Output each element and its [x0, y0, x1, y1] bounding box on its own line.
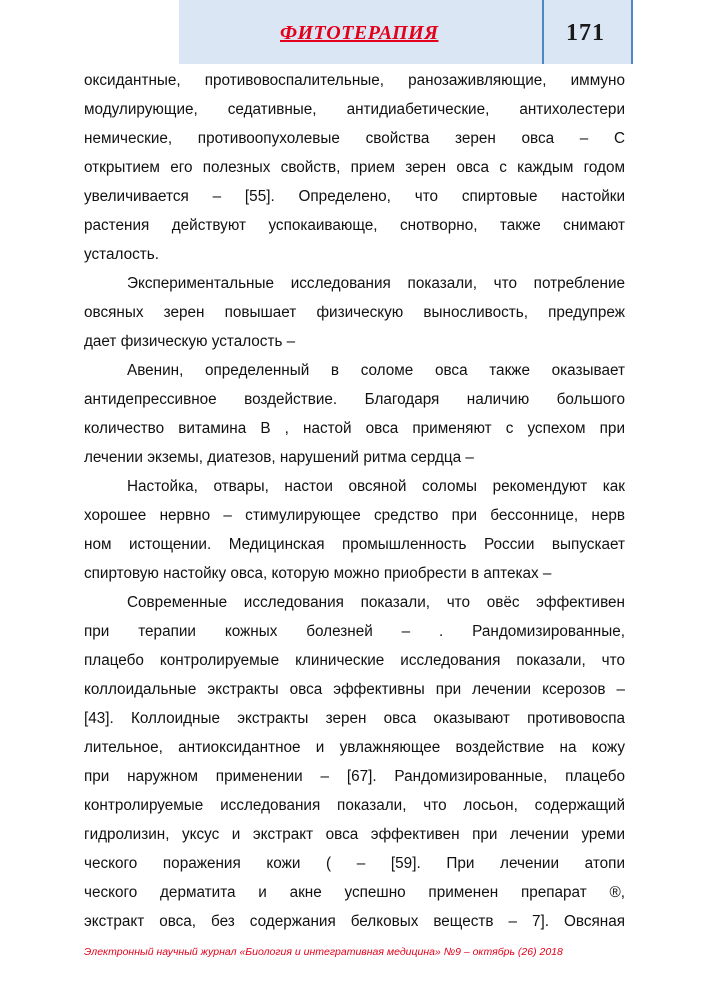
header-divider — [542, 0, 544, 64]
body-line: экстракт овса, без содержания белковых веществ – 7]. Овсяная — [84, 913, 625, 930]
body-line: ческого дерматита и акне успешно применен препарат ®, — [84, 884, 625, 901]
body-line: ческого поражения кожи ( – [59]. При лечении атопи — [84, 855, 625, 872]
body-line: лительное, антиоксидантное и увлажняющее воздействие на кожу — [84, 739, 625, 756]
body-line: при наружном применении – [67]. Рандомизированные, плацебо — [84, 768, 625, 785]
body-line: [43]. Коллоидные экстракты зерен овса оказывают противовоспа — [84, 710, 625, 727]
body-line: антидепрессивное воздействие. Благодаря наличию большого — [84, 391, 625, 408]
article-body — [84, 66, 625, 936]
body-line: открытием его полезных свойств, прием зерен овса с каждым годом — [84, 159, 625, 176]
journal-footer: Электронный научный журнал «Биология и интегративная медицина» №9 – октябрь (26) 2018 — [84, 946, 563, 958]
body-line: модулирующие, седативные, антидиабетические, антихолестери — [84, 101, 625, 118]
paragraph-first-line: Современные исследования показали, что овёс эффективен — [127, 594, 625, 611]
body-line: растения действуют успокаивающе, снотворно, также снимают — [84, 217, 625, 234]
body-line: коллоидальные экстракты овса эффективны при лечении ксерозов – — [84, 681, 625, 698]
page-number: 171 — [566, 20, 605, 46]
body-line: лечении экземы, диатезов, нарушений ритма сердца – — [84, 449, 474, 466]
body-line: немические, противоопухолевые свойства зерен овса – С — [84, 130, 625, 147]
header-right-rule — [631, 0, 633, 64]
body-line: дает физическую усталость – — [84, 333, 296, 350]
paragraph-first-line: Авенин, определенный в соломе овса также оказывает — [127, 362, 625, 379]
body-line: плацебо контролируемые клинические исследования показали, что — [84, 652, 625, 669]
body-line: количество витамина В , настой овса применяют с успехом при — [84, 420, 625, 437]
paragraph-first-line: Экспериментальные исследования показали, что потребление — [127, 275, 625, 292]
body-line: овсяных зерен повышает физическую выносливость, предупреж — [84, 304, 625, 321]
paragraph-first-line: Настойка, отвары, настои овсяной соломы рекомендуют как — [127, 478, 625, 495]
body-line: ном истощении. Медицинская промышленность России выпускает — [84, 536, 625, 553]
body-line: оксидантные, противовоспалительные, ранозаживляющие, иммуно — [84, 72, 625, 89]
body-line: контролируемые исследования показали, что лосьон, содержащий — [84, 797, 625, 814]
body-line: хорошее нервно – стимулирующее средство при бессоннице, нерв — [84, 507, 625, 524]
body-line: спиртовую настойку овса, которую можно приобрести в аптеках – — [84, 565, 552, 582]
body-line: при терапии кожных болезней – . Рандомизированные, — [84, 623, 625, 640]
body-line: усталость. — [84, 246, 159, 263]
body-line: гидролизин, уксус и экстракт овса эффективен при лечении уреми — [84, 826, 625, 843]
body-line: увеличивается – [55]. Определено, что спиртовые настойки — [84, 188, 625, 205]
section-title: ФИТОТЕРАПИЯ — [280, 22, 439, 44]
